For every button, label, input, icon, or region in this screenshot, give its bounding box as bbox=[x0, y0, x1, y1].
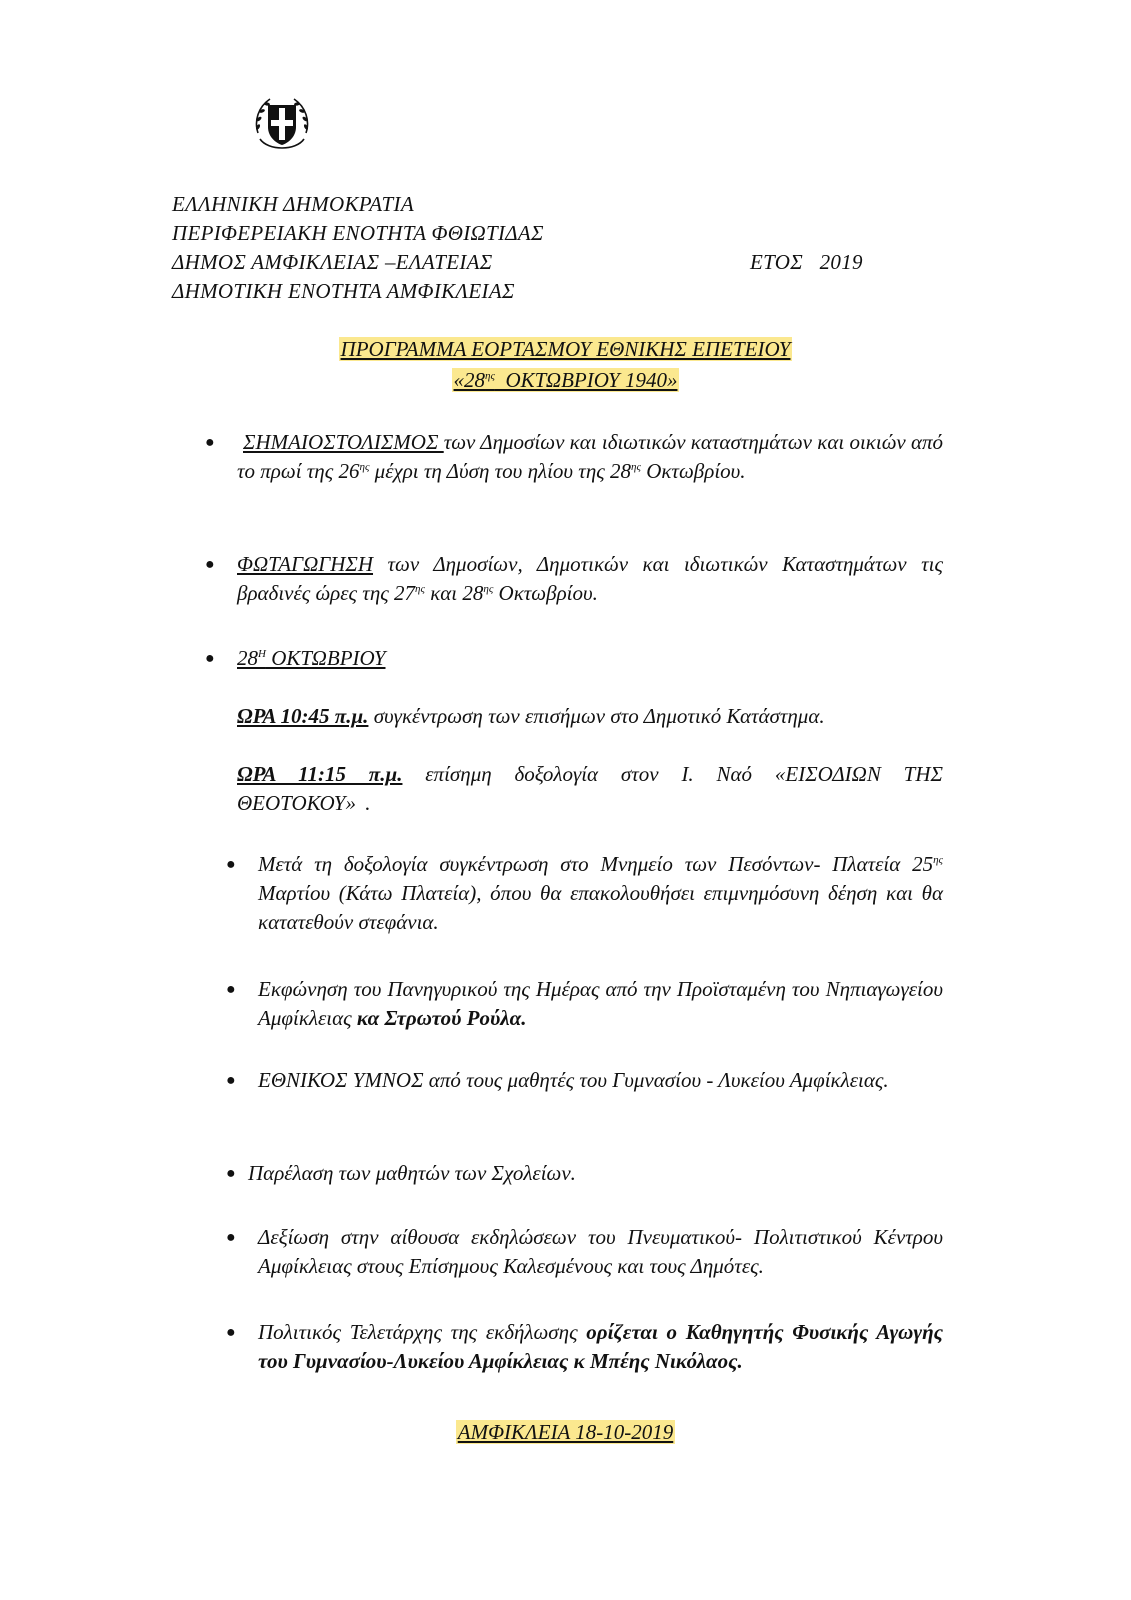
title-date-number: «28 bbox=[453, 368, 486, 392]
item-lighting-text-3: Οκτωβρίου. bbox=[493, 581, 598, 605]
header-line-3: ΔΗΜΟΣ ΑΜΦΙΚΛΕΙΑΣ –ΕΛΑΤΕΙΑΣ bbox=[172, 250, 493, 274]
time-1-label: ΩΡΑ 10:45 π.μ. bbox=[237, 704, 369, 728]
item-parade-text: Παρέλαση των μαθητών των Σχολείων. bbox=[248, 1161, 576, 1185]
item-memorial-text-2: Μαρτίου (Κάτω Πλατεία), όπου θα επακολουθήσει επιμνημόσυνη δέηση και θα κατατεθούν στεφάνια. bbox=[258, 881, 943, 934]
item-ceremony-master bbox=[258, 1318, 943, 1376]
item-day-heading bbox=[237, 644, 943, 673]
item-flag-sup-2: ης bbox=[631, 461, 641, 473]
schedule-time-2 bbox=[237, 760, 943, 818]
day-sup: Η bbox=[258, 648, 266, 660]
title-date-sup: ης bbox=[485, 370, 495, 382]
item-speech-speaker: κα Στρωτού Ρούλα. bbox=[356, 1006, 527, 1030]
issuer-header bbox=[172, 190, 892, 306]
item-master-text: Πολιτικός Τελετάρχης της εκδήλωσης bbox=[258, 1320, 587, 1344]
bullet-dot-icon: ● bbox=[205, 650, 215, 667]
title-date-text: ΟΚΤΩΒΡΙΟΥ 1940» bbox=[494, 368, 678, 392]
item-lighting-sup-1: ης bbox=[415, 583, 425, 595]
bullet-dot-icon: ● bbox=[226, 1072, 236, 1089]
item-flag-text-1: των Δημοσίων και ιδιωτικών καταστημάτων και οικιών από το πρωί της 26 bbox=[237, 430, 943, 483]
greek-coat-of-arms-icon bbox=[250, 93, 314, 157]
item-memorial-text-1: Μετά τη δοξολογία συγκέντρωση στο Μνημείο των Πεσόντων- Πλατεία 25 bbox=[258, 852, 934, 876]
item-reception bbox=[258, 1223, 943, 1281]
item-lighting-text-2: και 28 bbox=[424, 581, 484, 605]
item-reception-text: Δεξίωση στην αίθουσα εκδηλώσεων του Πνευματικού- Πολιτιστικού Κέντρου Αμφίκλειας στους Επίσημους Καλεσμένους και τους Δημότες. bbox=[258, 1225, 943, 1278]
item-speech bbox=[258, 975, 943, 1033]
title-line-2 bbox=[452, 368, 680, 392]
day-month: ΟΚΤΩΒΡΙΟΥ bbox=[265, 646, 386, 670]
bullet-dot-icon: ● bbox=[226, 981, 236, 998]
document-subtitle bbox=[0, 366, 1131, 395]
item-anthem-text: ΕΘΝΙΚΟΣ ΥΜΝΟΣ από τους μαθητές του Γυμνασίου - Λυκείου Αμφίκλειας. bbox=[258, 1068, 889, 1092]
bullet-dot-icon: ● bbox=[226, 1324, 236, 1341]
day-number: 28 bbox=[237, 646, 258, 670]
day-heading bbox=[237, 646, 386, 670]
place-date: ΑΜΦΙΚΛΕΙΑ 18-10-2019 bbox=[457, 1420, 674, 1444]
item-parade bbox=[248, 1159, 943, 1188]
bullet-dot-icon: ● bbox=[205, 556, 215, 573]
item-lighting bbox=[237, 550, 943, 608]
item-flag-decoration bbox=[237, 428, 943, 486]
header-line-4: ΔΗΜΟΤΙΚΗ ΕΝΟΤΗΤΑ ΑΜΦΙΚΛΕΙΑΣ bbox=[172, 279, 515, 303]
item-lighting-text-1: των Δημοσίων, Δημοτικών και ιδιωτικών Καταστημάτων τις βραδινές ώρες της 27 bbox=[237, 552, 943, 605]
item-anthem bbox=[248, 1066, 943, 1095]
item-lighting-sup-2: ης bbox=[483, 583, 494, 595]
bullet-dot-icon: ● bbox=[226, 1229, 236, 1246]
document-title bbox=[0, 335, 1131, 364]
time-2-label: ΩΡΑ 11:15 π.μ. bbox=[237, 762, 403, 786]
header-line-1: ΕΛΛΗΝΙΚΗ ΔΗΜΟΚΡΑΤΙΑ bbox=[172, 192, 414, 216]
item-speech-text: Εκφώνηση του Πανηγυρικού της Ημέρας από την Προϊσταμένη του Νηπιαγωγείου Αμφίκλειας bbox=[258, 977, 943, 1030]
bullet-dot-icon: ● bbox=[205, 434, 215, 451]
item-flag-sup-1: ης bbox=[359, 461, 370, 473]
item-lighting-heading: ΦΩΤΑΓΩΓΗΣΗ bbox=[237, 552, 374, 576]
title-line-1: ΠΡΟΓΡΑΜΜΑ ΕΟΡΤΑΣΜΟΥ ΕΘΝΙΚΗΣ ΕΠΕΤΕΙΟΥ bbox=[340, 337, 791, 361]
item-master-person: ορίζεται ο Καθηγητής Φυσικής Αγωγής του Γυμνασίου-Λυκείου Αμφίκλειας κ Μπέης Νικόλαος. bbox=[258, 1320, 943, 1373]
item-flag-text-2: μέχρι τη Δύση του ηλίου της 28 bbox=[369, 459, 632, 483]
time-2-text: επίσημη δοξολογία στον Ι. Ναό «ΕΙΣΟΔΙΩΝ ΤΗΣ ΘΕΟΤΟΚΟΥ» . bbox=[237, 762, 943, 815]
year-label: ΕΤΟΣ 2019 bbox=[750, 250, 863, 274]
time-1-text: συγκέντρωση των επισήμων στο Δημοτικό Κατάστημα. bbox=[368, 704, 825, 728]
header-line-2: ΠΕΡΙΦΕΡΕΙΑΚΗ ΕΝΟΤΗΤΑ ΦΘΙΩΤΙΔΑΣ bbox=[172, 221, 544, 245]
place-date-footer bbox=[0, 1420, 1131, 1445]
item-memorial bbox=[258, 850, 943, 937]
item-flag-text-3: Οκτωβρίου. bbox=[640, 459, 746, 483]
item-flag-heading: ΣΗΜΑΙΟΣΤΟΛΙΣΜΟΣ bbox=[243, 430, 444, 454]
bullet-dot-icon: ● bbox=[226, 1165, 236, 1182]
item-memorial-sup: ης bbox=[933, 854, 943, 866]
bullet-dot-icon: ● bbox=[226, 856, 236, 873]
schedule-time-1 bbox=[237, 702, 943, 731]
